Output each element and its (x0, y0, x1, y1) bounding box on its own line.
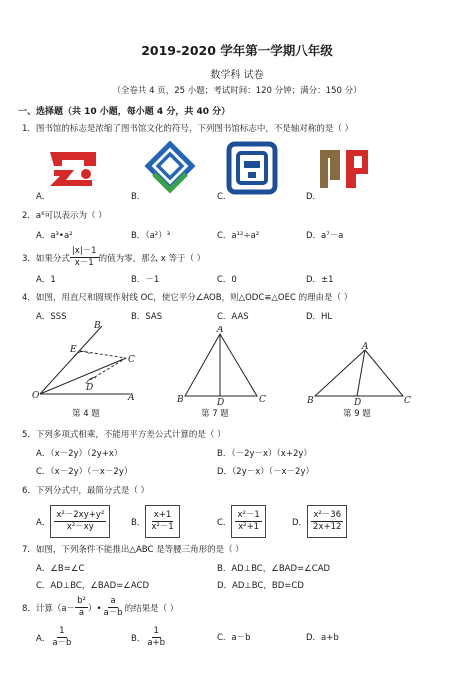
library-logo-navy-icon (226, 141, 278, 199)
exam-info: （全卷共 4 页，25 小题；考试时间：120 分钟；满分：150 分） (112, 86, 362, 96)
q3-fraction-den: x－1 (74, 258, 94, 268)
q6-b-num: x+1 (153, 510, 172, 520)
fig9-label-d: D (354, 398, 362, 406)
library-logo-blue-green-icon (142, 140, 198, 200)
page-subtitle: 数学科 试卷 (210, 70, 264, 81)
q8-inner-fraction (75, 596, 88, 619)
figure-7-diagram (175, 326, 270, 410)
q8-option-a-label: A． (36, 633, 51, 644)
question-8-stem (22, 596, 178, 619)
question-5-stem: 5．下列多项式相乘，不能用平方差公式计算的是（ ） (22, 430, 226, 440)
q3-option-d: D．±1 (306, 275, 334, 285)
q3-option-c: C．0 (217, 275, 237, 285)
q8-option-a (36, 626, 73, 649)
fig7-label-a: A (217, 326, 224, 335)
fig7-label-c: C (259, 395, 266, 405)
q8-stem-pre: 8．计算（a－ (22, 603, 76, 614)
q7-option-b: B．AD⊥BC，∠BAD=∠CAD (217, 564, 331, 574)
q6-c-num: x²－1 (237, 510, 260, 520)
q2-option-d: D．a⁷－a (306, 231, 344, 241)
figure-9-caption: 第 9 题 (343, 409, 371, 419)
q2-option-b: B．（a²）³ (131, 231, 171, 241)
fig4-label-d: D (86, 383, 94, 393)
fig9-label-a: A (362, 342, 369, 352)
q6-a-num: x²－2xy+y² (56, 510, 105, 520)
q8-inner-den: a (78, 608, 85, 618)
q6-a-den: x²－xy (66, 522, 94, 532)
fig9-label-c: C (404, 396, 411, 406)
q8-option-b (131, 626, 167, 649)
figure-9-diagram (305, 340, 415, 410)
q7-option-c: C．AD⊥BC，∠BAD=∠ACD (36, 581, 150, 591)
q5-option-d: D．（2y－x）（－x－2y） (217, 467, 314, 477)
q4-option-d: D．HL (306, 312, 333, 322)
q5-option-b: B．（－2y－x）（x+2y） (217, 449, 312, 459)
q6-option-d-label: D． (292, 517, 308, 528)
q7-option-a: A．∠B=∠C (36, 564, 85, 574)
q8-option-d: D．a+b (306, 633, 339, 643)
q6-option-b-label: B． (131, 517, 146, 528)
fig4-label-b: B (94, 321, 101, 331)
q8-second-den: a－b (103, 608, 123, 618)
q1-option-c: C． (217, 192, 232, 202)
q1-option-b: B． (131, 192, 146, 202)
q6-option-d (292, 505, 347, 538)
q8-b-den: a+b (147, 638, 166, 648)
figure-4-caption: 第 4 题 (72, 409, 100, 419)
q2-option-c: C．a¹²÷a² (217, 231, 260, 241)
library-logo-red-icon (44, 144, 102, 196)
q8-stem-mid: ）• (87, 603, 102, 614)
q6-option-b (131, 505, 180, 538)
figure-4-diagram (30, 318, 145, 407)
fig7-label-d: D (217, 398, 225, 406)
fig4-label-c: C (128, 355, 135, 365)
q2-option-a: A．a³•a² (36, 231, 73, 241)
question-1-stem: 1．图书馆的标志是浓缩了图书馆文化的符号，下列图书馆标志中，不是轴对称的是（ ） (22, 124, 354, 134)
fig9-label-b: B (307, 396, 314, 406)
q3-fraction-num: |x|－1 (71, 246, 97, 256)
q5-option-c: C．（x－2y）（－x－2y） (36, 467, 133, 477)
q3-option-a: A．1 (36, 275, 56, 285)
q1-option-a: A． (36, 192, 51, 202)
q6-option-a (36, 505, 110, 538)
question-7-stem: 7．如图，下列条件不能推出△ABC 是等腰三角形的是（ ） (22, 545, 244, 555)
question-3-stem (22, 246, 205, 269)
q8-option-c: C．a－b (217, 633, 251, 643)
section-heading: 一、选择题（共 10 小题，每小题 4 分，共 40 分） (18, 107, 231, 117)
q7-option-d: D．AD⊥BC，BD=CD (217, 581, 304, 591)
question-4-stem: 4．如图，用直尺和圆规作射线 OC，使它平分∠AOB，则△ODC≌△OEC 的理由是（ ） (22, 293, 353, 303)
q6-b-den: x²－1 (151, 522, 174, 532)
q6-d-num: x²－36 (313, 510, 342, 520)
q5-option-a: A．（x－2y）（2y+x） (36, 449, 123, 459)
fig7-label-b: B (177, 395, 184, 405)
q6-option-c (217, 505, 266, 538)
q8-stem-post: 的结果是（ ） (124, 603, 179, 614)
q6-option-a-label: A． (36, 517, 51, 528)
q8-inner-num: b² (77, 596, 86, 606)
fig4-label-e: E (70, 345, 77, 355)
page-title: 2019-2020 学年第一学期八年级 (141, 43, 333, 58)
q3-fraction (70, 246, 99, 269)
question-2-stem: 2．a⁶可以表示为（ ） (22, 211, 107, 221)
q1-option-d: D． (306, 192, 322, 202)
question-6-stem: 6．下列分式中，最简分式是（ ） (22, 486, 150, 496)
q8-a-den: a－b (52, 638, 72, 648)
q4-option-c: C．AAS (217, 312, 249, 322)
figure-7-caption: 第 7 题 (201, 409, 229, 419)
fig4-label-a: A (128, 393, 135, 403)
q3-stem-post: 的值为零，那么 x 等于（ ） (98, 253, 206, 264)
library-logo-brown-icon (316, 144, 372, 196)
q6-c-den: x²+1 (238, 522, 260, 532)
q3-option-b: B．－1 (131, 275, 160, 285)
q8-second-num: a (110, 596, 116, 606)
fig4-label-o: O (32, 391, 40, 401)
q8-second-fraction (101, 596, 124, 619)
q6-option-c-label: C． (217, 517, 232, 528)
q4-option-a: A．SSS (36, 312, 67, 322)
q3-stem-pre: 3．如果分式 (22, 253, 70, 264)
q4-option-b: B．SAS (131, 312, 163, 322)
q8-b-num: 1 (153, 626, 159, 636)
q8-a-num: 1 (59, 626, 65, 636)
q6-d-den: 2x+12 (313, 522, 342, 532)
q8-option-b-label: B． (131, 633, 146, 644)
